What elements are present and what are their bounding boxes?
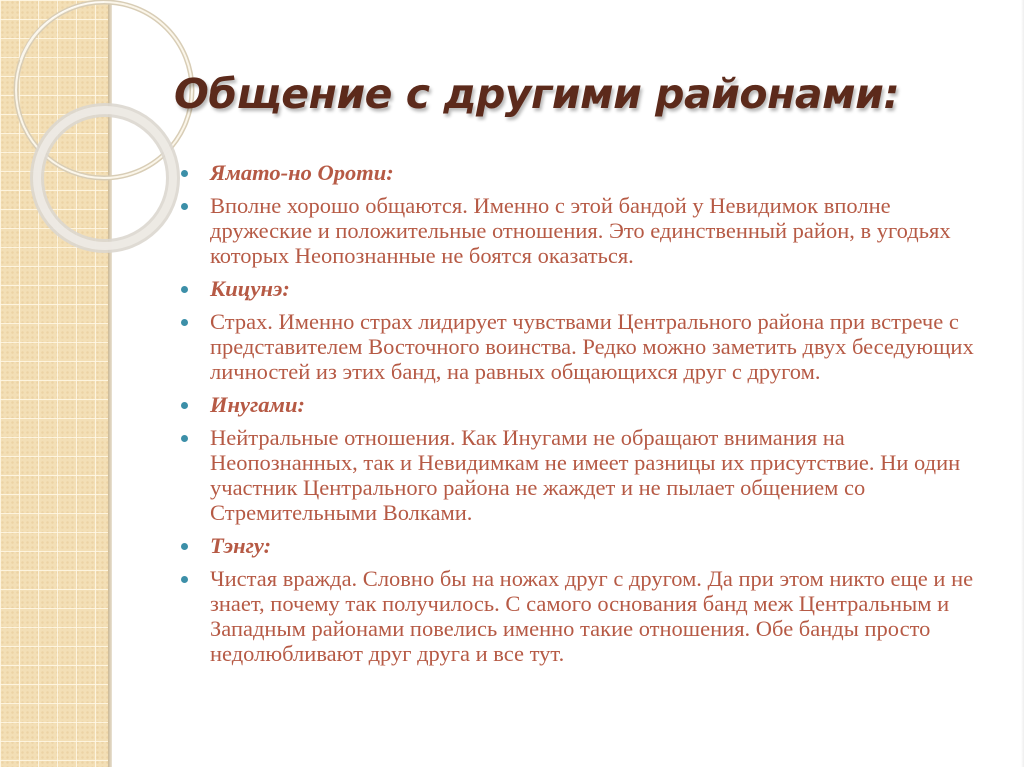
- list-item-body: [178, 309, 998, 384]
- relation-description: Нейтральные отношения. Как Инугами не обращают внимания на Неопознанных, так и Невидимкам не имеет разницы их присутствие. Ни один участник Центрального района не жаждет и не пылает общением со Стремительными Волками.: [210, 425, 961, 525]
- relation-description: Вполне хорошо общаются. Именно с этой бандой у Невидимок вполне дружеские и положительные отношения. Это единственный район, в угодьях которых Неопознанные не боятся оказаться.: [210, 193, 951, 268]
- relation-description: Страх. Именно страх лидирует чувствами Центрального района при встрече с представителем Восточного воинства. Редко можно заметить двух беседующих личностей из этих банд, на равных общающихся друг с другом.: [210, 309, 974, 384]
- list-item-heading: [178, 533, 998, 558]
- list-item-body: [178, 425, 998, 525]
- bullet-list: [178, 160, 998, 674]
- bullet-dot-icon: [181, 402, 188, 409]
- bullet-dot-icon: [181, 203, 188, 210]
- list-item-heading: [178, 392, 998, 417]
- decorative-rings-icon: [0, 0, 140, 260]
- relation-description: Чистая вражда. Словно бы на ножах друг с другом. Да при этом никто еще и не знает, почему так получилось. С самого основания банд меж Центральным и Западным районами повелись именно такие отношения. Обе банды просто недолюбливают друг друга и все тут.: [210, 566, 974, 666]
- bullet-dot-icon: [181, 319, 188, 326]
- list-item-heading: [178, 160, 998, 185]
- bullet-dot-icon: [181, 170, 188, 177]
- list-item-body: [178, 566, 998, 666]
- district-name: Кицунэ:: [210, 276, 290, 301]
- district-name: Тэнгу:: [210, 533, 272, 558]
- district-name: Инугами:: [210, 392, 305, 417]
- slide-title: Общение с другими районами:: [174, 70, 900, 118]
- bullet-dot-icon: [181, 543, 188, 550]
- district-name: Ямато-но Ороти:: [210, 160, 394, 185]
- list-item-body: [178, 193, 998, 268]
- bullet-dot-icon: [181, 286, 188, 293]
- bullet-dot-icon: [181, 576, 188, 583]
- bullet-dot-icon: [181, 435, 188, 442]
- list-item-heading: [178, 276, 998, 301]
